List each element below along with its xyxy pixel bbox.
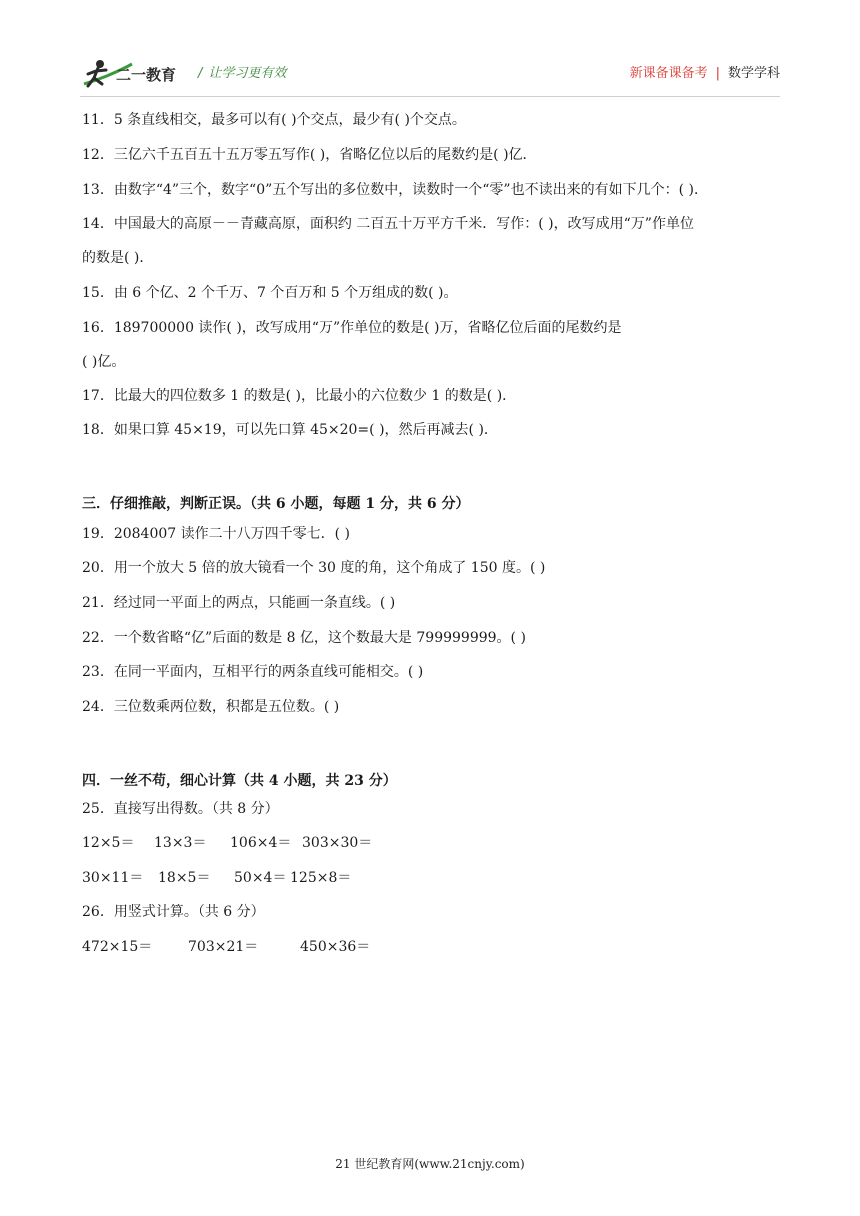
calc-item: 125×8＝ [290, 870, 352, 886]
question-line: 17．比最大的四位数多 1 的数是( )，比最小的六位数少 1 的数是( )． [82, 388, 517, 404]
question-line: 的数是( )． [82, 250, 154, 266]
question-line: 19．2084007 读作二十八万四千零七．( ) [82, 526, 350, 542]
calc-item: 303×30＝ [302, 835, 373, 851]
calc-item: 450×36＝ [300, 939, 371, 955]
question-line: 24．三位数乘两位数，积都是五位数。( ) [82, 699, 340, 715]
calc-item: 30×11＝ [82, 870, 144, 886]
slogan: / 让学习更有效 [198, 66, 287, 81]
q26: 26．用竖式计算。（共 6 分） [82, 904, 265, 920]
calc-item: 106×4＝ [230, 835, 292, 851]
section-heading: 四．一丝不苟，细心计算（共 4 小题，共 23 分） [82, 773, 397, 789]
header-subject-name: 数学学科 [727, 66, 780, 81]
calc-item: 703×21＝ [188, 939, 259, 955]
calc-item: 50×4＝ [234, 870, 287, 886]
calc-item: 12×5＝ [82, 835, 135, 851]
calc-item: 18×5＝ [158, 870, 211, 886]
calc-item: 472×15＝ [82, 939, 153, 955]
section-heading: 三．仔细推敲，判断正误。（共 6 小题，每题 1 分，共 6 分） [82, 496, 470, 512]
question-line: 11．5 条直线相交，最多可以有( )个交点，最少有( )个交点。 [82, 112, 466, 128]
question-line: 15．由 6 个亿、2 个千万、7 个百万和 5 个万组成的数( )。 [82, 285, 458, 301]
calc-row-2 [82, 868, 351, 888]
header-divider [80, 96, 780, 97]
question-line: 25．直接写出得数。（共 8 分） [82, 801, 279, 817]
logo-text: 二一教育 [116, 66, 177, 84]
header-course: 新课备课备考 [629, 66, 708, 81]
question-line: 20．用一个放大 5 倍的放大镜看一个 30 度的角，这个角成了 150 度。( ) [82, 560, 546, 576]
question-line: 12．三亿六千五百五十五万零五写作( )，省略亿位以后的尾数约是( )亿． [82, 147, 537, 163]
calc-item: 13×3＝ [154, 835, 207, 851]
question-line: ( )亿。 [82, 354, 126, 370]
question-line: 14．中国最大的高原－－青藏高原，面积约 二百五十万平方千米．写作：( )，改写成用“万”作单位 [82, 216, 694, 232]
question-line: 13．由数字“4”三个，数字“0”五个写出的多位数中，读数时一个“零”也不读出来的有如下几个：( )． [82, 182, 708, 198]
calc-row-1 [82, 833, 372, 853]
question-line: 21．经过同一平面上的两点，只能画一条直线。( ) [82, 595, 396, 611]
calc-row-3 [82, 937, 370, 957]
footer: 21 世纪教育网(www.21cnjy.com) [335, 1157, 525, 1171]
question-line: 23．在同一平面内，互相平行的两条直线可能相交。( ) [82, 664, 424, 680]
logo-runner-icon [80, 56, 190, 90]
page-header [80, 56, 780, 96]
header-subject: 新课备课备考 | 数学学科 [629, 66, 780, 81]
question-line: 22．一个数省略“亿”后面的数是 8 亿，这个数最大是 799999999。( ) [82, 630, 526, 646]
question-line: 18．如果口算 45×19，可以先口算 45×20=( )，然后再减去( )． [82, 422, 498, 438]
question-line: 16．189700000 读作( )，改写成用“万”作单位的数是( )万，省略亿位后面的尾数约是 [82, 320, 622, 336]
